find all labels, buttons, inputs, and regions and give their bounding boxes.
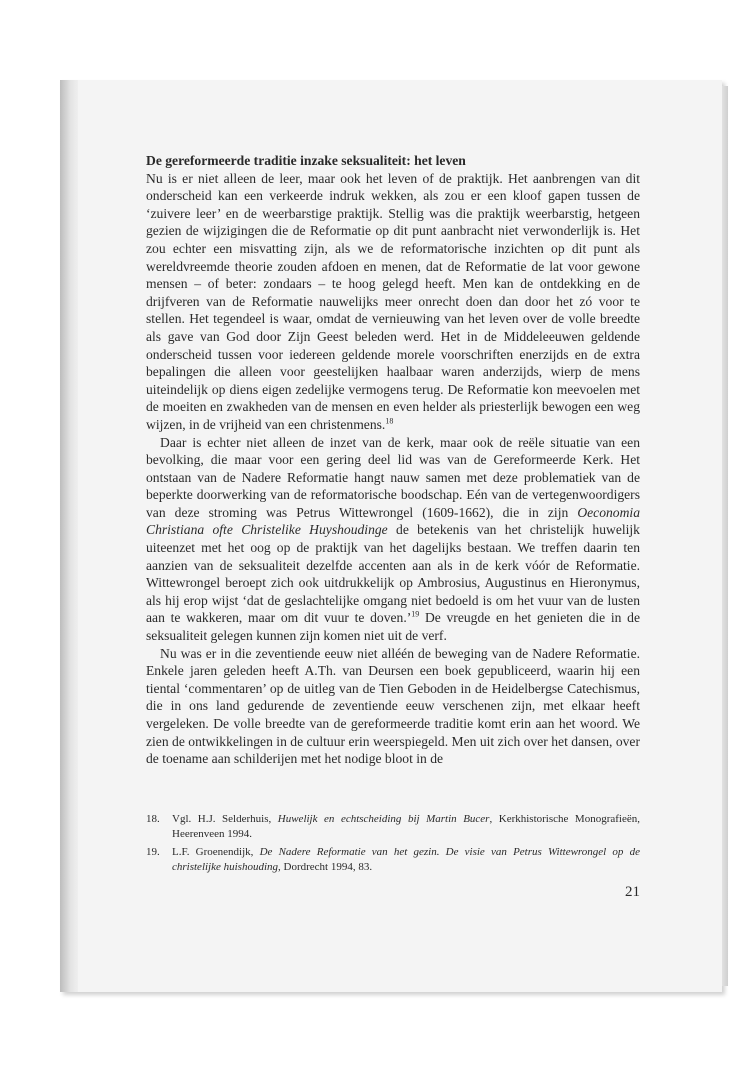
paragraph-3-text: Nu was er in die zeventiende eeuw niet alléén de beweging van de Nadere Reformatie. Enkele jaren geleden heeft A.Th. van Deursen een boek gepubliceerd, waarin hij een tiental ‘commentaren’ op de uitleg van de Tien Geboden in de Heidelbergse Catechismus, die in ons land gedurende de zeventiende eeuw verschenen zijn, met elkaar heeft vergeleken. De volle breedte van de gereformeerde traditie komt erin aan het woord. We zien de ontwikkelingen in de cultuur erin weerspiegeld. Men uit zich over het dansen, over de toename aan schilderijen met het nodige bloot in de: [146, 645, 640, 767]
footnote-number: 19.: [146, 846, 160, 858]
book-page: [60, 80, 722, 992]
footnote-text: [172, 812, 640, 842]
section-heading: De gereformeerde traditie inzake seksualiteit: het leven: [146, 153, 466, 168]
footnote-author: Vgl. H.J. Selderhuis,: [172, 813, 278, 825]
footnote-text: [172, 845, 640, 875]
footnote-number: 18.: [146, 813, 160, 825]
footnote-18: [146, 812, 640, 842]
page-number: 21: [625, 884, 640, 900]
footnote-publication: , Dordrecht 1994, 83.: [278, 861, 373, 873]
footnote-publication: , Kerkhistorische Monografieën, Heerenveen 1994.: [172, 813, 640, 840]
paragraph-1-text: Nu is er niet alleen de leer, maar ook het leven of de praktijk. Het aanbrengen van dit onderscheid kan een verkeerde indruk wekken, als zou er een kloof gapen tussen de ‘zuivere leer’ en de weerbarstige praktijk. Stellig was die praktijk weerbarstig, hetgeen gezien de wijzigingen die de Reformatie op dit punt aanbracht niet verwonderlijk is. Het zou echter een misvatting zijn, als we de reformatorische inzichten op dit punt als wereldvreemde theorie zouden afdoen en menen, dat de Reformatie de lat voor gewone mensen – of beter: zondaars – te hoog gelegd heeft. Men kan de ontdekking en de drijfveren van de Reformatie nauwelijks meer onrecht doen dan door het zó voor te stellen. Het tegendeel is waar, omdat de vernieuwing van het leven over de volle breedte als gave van God door Zijn Geest beleden werd. Het in de Middeleeuwen geldende onderscheid tussen voor iedereen geldende morele voorschriften enerzijds en de extra bepalingen die alleen voor geestelijken haalbaar waren anderzijds, wierp de mens uiteindelijk op diens eigen zedelijke vermogens terug. De Reformatie kon meevoelen met de moeiten en zwakheden van de mensen en even helder als priesterlijk bewogen een weg wijzen, in de vrijheid van een christenmens.: [146, 170, 640, 432]
book-spine: [60, 80, 78, 992]
footnotes: [146, 812, 640, 878]
paragraph-2-text-1: Daar is echter niet alleen de inzet van de kerk, maar ook de reële situatie van een bevolking, die maar voor een gering deel lid was van de Gereformeerde Kerk. Het ontstaan van de Nadere Reformatie hangt nauw samen met deze problematiek van de beperkte doorwerking van de reformatorische boodschap. Eén van de vertegenwoordigers van deze stroming was Petrus Wittewrongel (1609-1662), die in zijn: [146, 434, 640, 520]
footnote-title: Huwelijk en echtscheiding bij Martin Bucer: [277, 813, 490, 825]
footnote-author: L.F. Groenendijk,: [172, 846, 260, 858]
body-text: [146, 152, 640, 768]
page-edge: [722, 86, 728, 986]
footnote-title: De Nadere Reformatie van het gezin. De visie van Petrus Wittewrongel op de christelijke huishouding: [172, 846, 640, 873]
book-title-oeconomia: Oeconomia Christiana ofte Christelike Huyshoudinge: [146, 504, 640, 538]
paragraph-3: [146, 645, 640, 768]
paragraph-1: [146, 170, 640, 434]
paragraph-2-text-3: De vreugde en het genieten die in de seksualiteit gelegen kunnen zijn komen niet uit de verf.: [146, 610, 640, 644]
paragraph-2: [146, 434, 640, 645]
footnote-ref-18: 18: [385, 416, 394, 426]
paragraph-2-text-2: de betekenis van het christelijk huwelijk uiteenzet met het oog op de praktijk van het dagelijks bestaan. We treffen daarin ten aanzien van de seksualiteit dezelfde accenten aan als in de kerk vóór de Reformatie. Wittewrongel beroept zich ook uitdrukkelijk op Ambrosius, Augustinus en Hieronymus, als hij erop wijst ‘dat de geslachtelijke omgang niet bedoeld is om het vuur van de lusten aan te wakkeren, maar om dit vuur te doven.’: [146, 522, 640, 626]
footnote-19: [146, 845, 640, 875]
footnote-ref-19: 19: [411, 609, 420, 619]
